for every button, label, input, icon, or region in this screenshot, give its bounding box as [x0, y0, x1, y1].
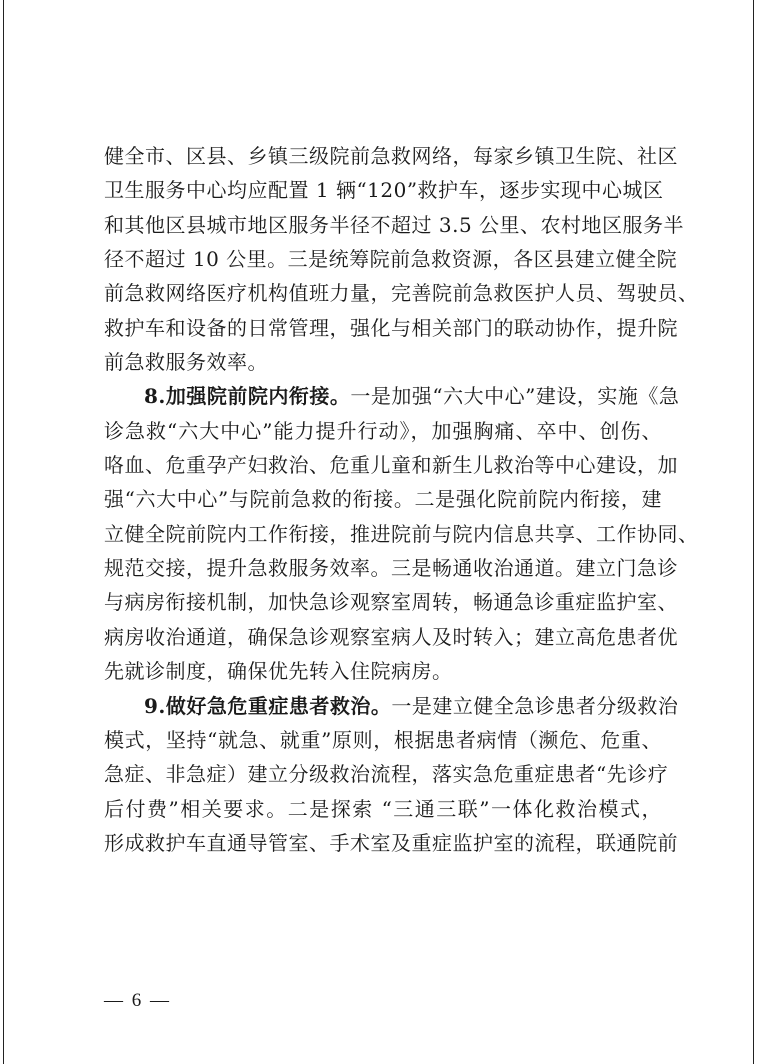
text-line: 形成救护车直通导管室、手术室及重症监护室的流程，联通院前: [104, 830, 678, 855]
text-line: 径不超过 10 公里。三是统筹院前急救资源，各区县建立健全院: [104, 247, 678, 272]
page-border-right: [753, 0, 754, 1064]
paragraph-2: [104, 379, 699, 688]
text-line: 前急救服务效率。: [104, 350, 268, 375]
text-line: 后付费”相关要求。二是探索 “三通三联”一体化救治模式，: [104, 796, 662, 821]
text-line-heading: [104, 379, 680, 413]
text-line: 健全市、区县、乡镇三级院前急救网络，每家乡镇卫生院、社区: [104, 144, 678, 168]
paragraph-3: [104, 689, 679, 861]
section-heading-9: 9.做好急危重症患者救治。: [144, 693, 392, 718]
heading-line-text: 一是建立健全急诊患者分级救治: [391, 693, 679, 718]
text-line-heading: [104, 689, 679, 723]
text-line: 前急救网络医疗机构值班力量，完善院前急救医护人员、驾驶员、: [104, 281, 699, 306]
page-border-left: [3, 0, 4, 1064]
document-body: [104, 139, 699, 860]
text-line: 救护车和设备的日常管理，强化与相关部门的联动协作，提升院: [104, 315, 678, 340]
text-line: 规范交接，提升急救服务效率。三是畅通收治通道。建立门急诊: [104, 556, 678, 581]
text-line: 卫生服务中心均应配置 1 辆“120”救护车，逐步实现中心城区: [104, 178, 664, 203]
heading-line-text: 一是加强“六大中心”建设，实施《急: [350, 384, 680, 409]
text-line: 模式，坚持“就急、就重”原则，根据患者病情（濒危、危重、: [104, 727, 662, 752]
text-line: 与病房衔接机制，加快急诊观察室周转，畅通急诊重症监护室、: [104, 590, 678, 615]
text-line: 和其他区县城市地区服务半径不超过 3.5 公里、农村地区服务半: [104, 212, 685, 237]
page-number: — 6 —: [104, 990, 171, 1011]
section-heading-8: 8.加强院前院内衔接。: [144, 384, 351, 409]
text-line: 先就诊制度，确保优先转入住院病房。: [104, 659, 453, 684]
text-line: 强“六大中心”与院前急救的衔接。二是强化院前院内衔接，建: [104, 487, 662, 512]
text-line: 诊急救“六大中心”能力提升行动》，加强胸痛、卒中、创伤、: [104, 418, 662, 443]
text-line: 立健全院前院内工作衔接，推进院前与院内信息共享、工作协同、: [104, 521, 699, 546]
text-line: 急症、非急症）建立分级救治流程，落实急危重症患者“先诊疗: [104, 762, 669, 787]
text-line: 咯血、危重孕产妇救治、危重儿童和新生儿救治等中心建设，加: [104, 453, 678, 478]
text-line: 病房收治通道，确保急诊观察室病人及时转入；建立高危患者优: [104, 624, 678, 649]
paragraph-1: [104, 139, 699, 379]
